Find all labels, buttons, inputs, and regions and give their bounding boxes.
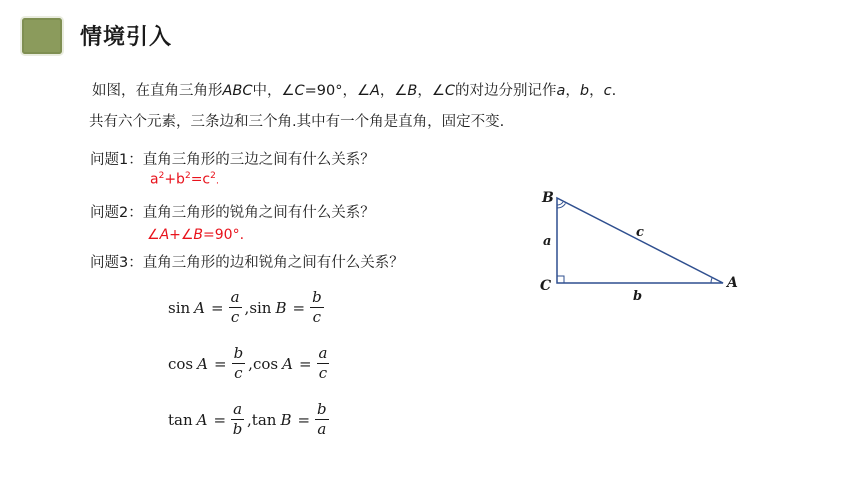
answer-2: ∠A+∠B=90°.: [147, 227, 245, 243]
question-2: 问题2：直角三角形的锐角之间有什么关系？: [90, 205, 375, 221]
angle-b-arc-inner: [557, 202, 563, 205]
vertex-b-label: B: [542, 190, 554, 206]
section-logo-icon: [22, 18, 62, 54]
formula-cos: cos A = $\frac{b}{c}$ , cos A = $\frac{a}{c}$: [168, 344, 328, 382]
vertex-a-label: A: [727, 275, 738, 291]
side-c-label: c: [636, 225, 644, 240]
page-title: 情境引入: [80, 25, 173, 50]
intro-line-1: 如图，在直角三角形ABC中，∠C=90°，∠A，∠B，∠C的对边分别记作a，b，c.: [92, 83, 617, 99]
question-3: 问题3：直角三角形的边和锐角之间有什么关系？: [90, 255, 404, 271]
right-triangle-diagram: [530, 185, 750, 300]
formula-sin: sin A = $\frac{a}{c}$ , sin B = $\frac{b}{c}$: [168, 288, 322, 326]
side-b-label: b: [633, 289, 643, 300]
answer-1: $a^2+b^2=c^2$.: [150, 171, 220, 188]
vertex-c-label: C: [540, 278, 552, 294]
right-angle-mark: [557, 276, 564, 283]
question-1: 问题1：直角三角形的三边之间有什么关系？: [90, 152, 375, 168]
triangle-shape: [557, 198, 723, 283]
formula-tan: tan A = $\frac{a}{b}$ , tan B = $\frac{b}{a}$: [168, 400, 327, 438]
side-a-label: a: [543, 234, 552, 249]
intro-line-2: 共有六个元素，三条边和三个角.其中有一个角是直角，固定不变.: [89, 114, 505, 130]
